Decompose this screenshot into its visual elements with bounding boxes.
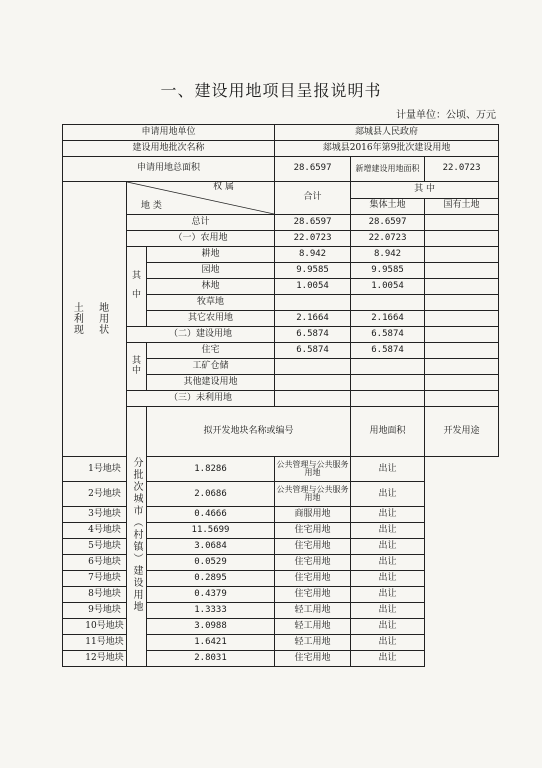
table-row: 3号地块 0.4666 商服用地 出让 xyxy=(63,507,499,523)
document-title: 一、建设用地项目呈报说明书 xyxy=(160,81,382,100)
batch-name-value: 郯城县2016年第9批次建设用地 xyxy=(275,141,499,157)
new-area-label: 新增建设用地面积 xyxy=(351,157,425,182)
table-row: 1号地块 1.8286 公共管理与公共服务用地 出让 xyxy=(63,457,499,482)
table-row: 工矿仓储 xyxy=(63,359,499,375)
table-row: 6号地块 0.0529 住宅用地 出让 xyxy=(63,555,499,571)
diagonal-header-cell xyxy=(127,182,275,215)
ownership-label: 权 属 xyxy=(213,182,235,192)
table-row: 其 中 住宅 6.5874 6.5874 xyxy=(63,343,499,359)
total-area-label: 申请用地总面积 xyxy=(63,157,275,182)
table-row: 总计 28.6597 28.6597 xyxy=(63,215,499,231)
table-row: 11号地块 1.6421 轻工用地 出让 xyxy=(63,635,499,651)
land-type-label: 地 类 xyxy=(141,201,162,212)
table-row: 4号地块 11.5699 住宅用地 出让 xyxy=(63,523,499,539)
table-row: （三）未利用地 xyxy=(63,391,499,407)
table-row: 9号地块 1.3333 轻工用地 出让 xyxy=(63,603,499,619)
agri-of-which-label: 其 中 xyxy=(127,247,147,327)
applicant-value: 郯城县人民政府 xyxy=(275,125,499,141)
table-row: 园地 9.9585 9.9585 xyxy=(63,263,499,279)
build-of-which-label: 其 中 xyxy=(127,343,147,391)
table-row: （二）建设用地 6.5874 6.5874 xyxy=(63,327,499,343)
new-area-value: 22.0723 xyxy=(425,157,499,182)
total-col-header: 合计 xyxy=(275,182,351,215)
parcel-area-header: 用地面积 xyxy=(351,407,425,457)
table-row: 10号地块 3.0988 轻工用地 出让 xyxy=(63,619,499,635)
land-use-section-label: 土 地 利 用 现 状 xyxy=(63,182,127,457)
collective-header: 集体土地 xyxy=(351,198,425,215)
table-row: 其它农用地 2.1664 2.1664 xyxy=(63,311,499,327)
state-header: 国有土地 xyxy=(425,198,499,215)
table-row: 其他建设用地 xyxy=(63,375,499,391)
of-which-header: 其 中 xyxy=(351,182,499,199)
table-row: 其 中 耕地 8.942 8.942 xyxy=(63,247,499,263)
unit-note: 计量单位：公顷、万元 xyxy=(396,110,496,121)
parcels-section-label: 分批次城市（村镇）建设用地 xyxy=(127,407,147,667)
applicant-label: 申请用地单位 xyxy=(63,125,275,141)
table-row: 8号地块 0.4379 住宅用地 出让 xyxy=(63,587,499,603)
table-row: 林地 1.0054 1.0054 xyxy=(63,279,499,295)
table-row: 牧草地 xyxy=(63,295,499,311)
table-row: （一）农用地 22.0723 22.0723 xyxy=(63,231,499,247)
table-row: 5号地块 3.0684 住宅用地 出让 xyxy=(63,539,499,555)
land-report-table xyxy=(62,124,499,667)
table-row: 7号地块 0.2895 住宅用地 出让 xyxy=(63,571,499,587)
parcel-name-header: 拟开发地块名称或编号 xyxy=(147,407,351,457)
total-area-value: 28.6597 xyxy=(275,157,351,182)
table-row: 12号地块 2.8031 住宅用地 出让 xyxy=(63,651,499,667)
parcel-use-header: 开发用途 xyxy=(425,407,499,457)
batch-name-label: 建设用地批次名称 xyxy=(63,141,275,157)
table-row: 2号地块 2.0686 公共管理与公共服务用地 出让 xyxy=(63,482,499,507)
